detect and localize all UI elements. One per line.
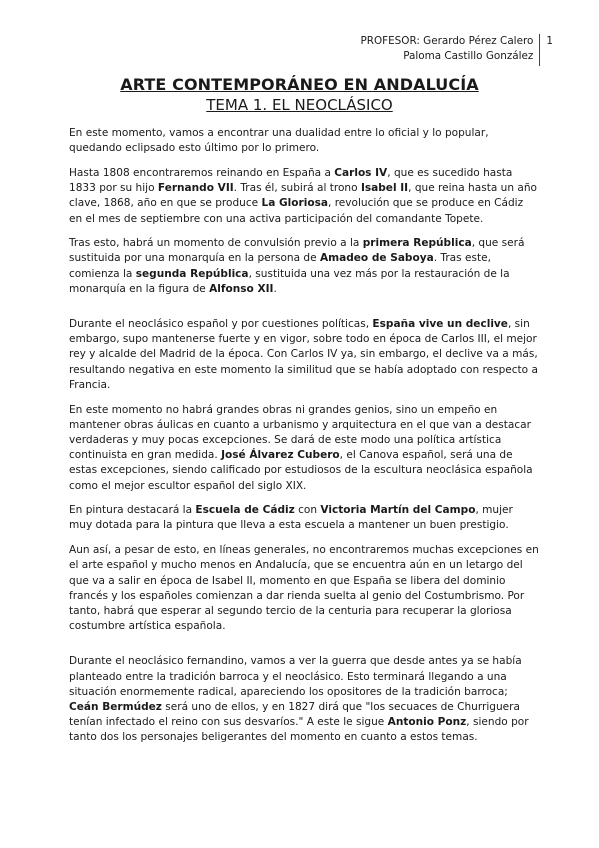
text-run: , que es sucedido hasta 1833 por su hijo (69, 166, 513, 195)
page-header (360, 34, 553, 66)
header-professor: PROFESOR: Gerardo Pérez Calero (360, 35, 534, 47)
bold-term: Victoria Martín del Campo (320, 504, 476, 517)
text-run: . (273, 282, 277, 295)
text-run: , que será sustituida por una monarquía en la persona de (69, 237, 525, 265)
text-run: Tras esto, habrá un momento de convulsión previo a la (69, 237, 363, 250)
paragraph (69, 543, 539, 634)
bold-term: Alfonso XII (209, 282, 274, 295)
document-subtitle: TEMA 1. EL NEOCLÁSICO (206, 96, 393, 114)
bold-term: Amadeo de Saboya (319, 252, 434, 265)
text-run: Hasta 1808 encontraremos reinando en España a (69, 166, 335, 179)
text-run: En este momento, vamos a encontrar una dualidad entre lo oficial y lo popular, quedando eclipsado esto último por lo primero. (69, 127, 489, 155)
bold-term: La Gloriosa (261, 197, 328, 210)
text-run: Aun así, a pesar de esto, en líneas generales, no encontraremos muchas excepciones en el arte español y mucho menos en Andalucía, que se encuentra aún en un letargo del que va a salir en época de Isabel II, momento en que España se libera del dominio francés y los españoles comienzan a dar rienda suelta al genio del Costumbrismo. Por tanto, habrá que esperar al segundo tercio de la centuria para recuperar la gloriosa costumbre artística española. (69, 544, 539, 633)
paragraph (69, 126, 539, 156)
text-run: , sin embargo, supo mantenerse fuerte y en vigor, sobre todo en época de Carlos III, el mejor rey y alcalde del Madrid de la época. Con Carlos IV ya, sin embargo, el declive va a más, resultando negativa en este momento la similitud que se había adoptado con respecto a Francia. (69, 318, 538, 391)
paragraph (69, 654, 539, 745)
document-title: ARTE CONTEMPORÁNEO EN ANDALUCÍA (120, 75, 479, 94)
paragraph (69, 503, 539, 533)
text-run: , siendo por tanto dos los personajes beligerantes del momento en cuanto a estos temas. (69, 716, 529, 744)
text-run: , sustituida una vez más por la restauración de la monarquía en la figura de (69, 267, 510, 295)
text-run: Durante el neoclásico fernandino, vamos a ver la guerra que desde antes ya se había planteado entre la tradición barroca y el neoclásico. Esto terminará llegando a una situación enormemente radical, apareciendo los opositores de la tradición barroca; (69, 655, 522, 698)
text-run: , revolución que se produce en Cádiz en el mes de septiembre con una activa participación del comandante Topete. (69, 197, 524, 225)
bold-term: Antonio Ponz (387, 716, 467, 729)
bold-term: Fernando VII (157, 182, 234, 195)
bold-term: segunda República (135, 267, 249, 280)
page-number: 1 (546, 35, 553, 47)
bold-term: España vive un declive (372, 318, 508, 331)
text-run: con (294, 504, 321, 517)
text-run: Durante el neoclásico español y por cuestiones políticas, (69, 318, 373, 331)
text-run: En pintura destacará la (69, 504, 196, 517)
text-run: , que reina hasta un año clave, 1868, año en que se produce (69, 182, 537, 210)
bold-term: primera República (362, 237, 472, 250)
paragraph (69, 236, 539, 297)
text-run: será uno de ellos, y en 1827 dirá que "los secuaces de Churriguera tenían infectado el reino con sus desvaríos." A este le sigue (69, 701, 520, 729)
text-run: . Tras este, comienza la (69, 252, 491, 280)
paragraph (69, 166, 539, 227)
text-run: , el Canova español, será una de estas excepciones, siendo calificado por estudiosos de la escultura neoclásica española como el mejor escultor español del siglo XIX. (69, 449, 533, 492)
text-run: . Tras él, subirá al trono (233, 182, 361, 195)
text-run: , mujer muy dotada para la pintura que lleva a esta escuela a mantener un buen prestigio. (69, 504, 513, 532)
bold-term: José Álvarez Cubero (221, 449, 340, 462)
document-body (69, 126, 539, 755)
paragraph (69, 403, 539, 494)
header-student: Paloma Castillo González (403, 50, 534, 62)
header-author-block (360, 34, 540, 66)
text-run: En este momento no habrá grandes obras ni grandes genios, sino un empeño en mantener obras áulicas en cuanto a urbanismo y arquitectura en el que van a destacar verdaderas y muy pocas excepciones. Se dará de este modo una política artística continuista en gran medida. (69, 403, 531, 462)
bold-term: Ceán Bermúdez (69, 701, 162, 713)
bold-term: Escuela de Cádiz (195, 504, 295, 517)
bold-term: Carlos IV (334, 166, 388, 179)
paragraph (69, 317, 539, 393)
bold-term: Isabel II (360, 182, 409, 195)
